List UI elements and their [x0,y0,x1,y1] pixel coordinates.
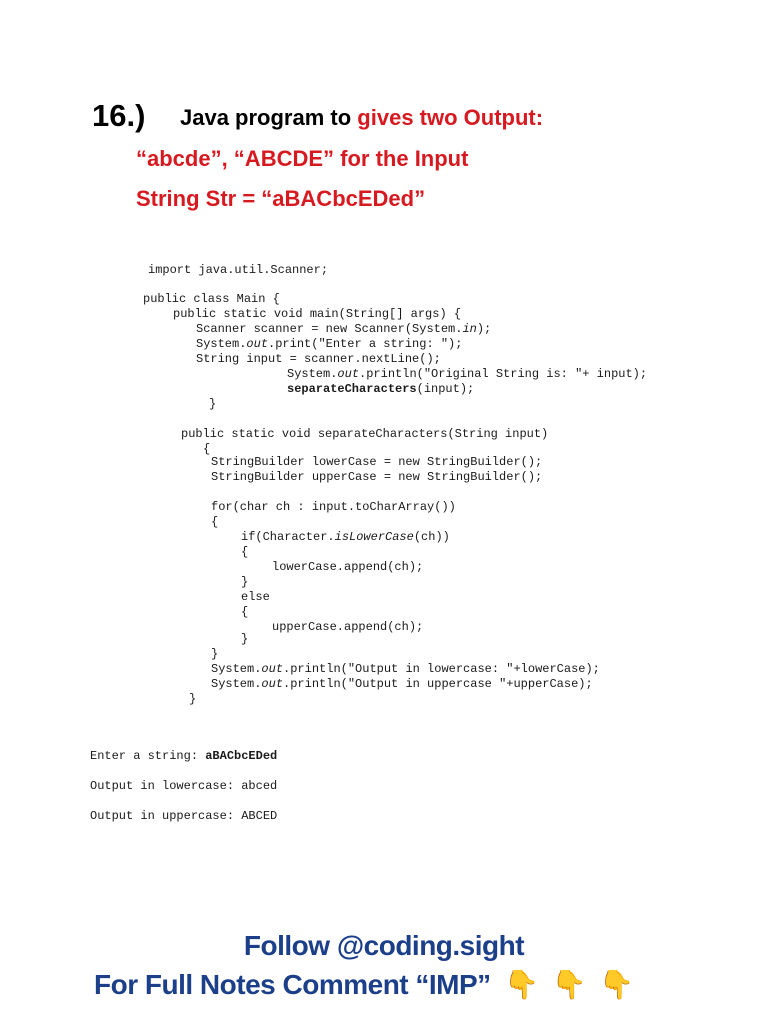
code-line: public static void separateCharacters(String input) [181,427,549,441]
code-token: ); [476,322,492,336]
code-line: } [241,632,249,646]
heading-line-3: String Str = “aBACbcEDed” [136,186,426,211]
code-token: .println("Original String is: "+ input); [359,367,648,381]
pointing-down-icon: 👇 [503,969,539,1000]
code-line: lowerCase.append(ch); [272,560,424,574]
heading-line-1 [180,105,543,131]
heading-line-2: “abcde”, “ABCDE” for the Input [136,146,469,171]
code-line: for(char ch : input.toCharArray()) [211,500,456,514]
code-line: } [209,397,217,411]
code-token: (input); [416,382,475,396]
output-lowercase-line: Output in lowercase: abced [90,779,278,793]
notes-cta-text: For Full Notes Comment “IMP” [94,969,491,1000]
output-prompt-label: Enter a string: [90,749,206,763]
code-token: .println("Output in uppercase "+upperCase); [283,677,593,691]
question-number: 16.) [92,98,146,133]
code-token: .print("Enter a string: "); [268,337,463,351]
code-token: System. [196,337,247,351]
heading-line-1-red: gives two Output: [357,105,544,130]
code-token: in [462,322,477,336]
output-uppercase-line: Output in uppercase: ABCED [90,809,278,823]
code-line: { [203,442,211,456]
code-line: { [241,605,249,619]
code-token: isLowerCase [334,530,414,544]
code-token: separateCharacters [287,382,417,396]
code-line [211,677,593,692]
code-token: out [261,662,284,676]
code-line [196,322,491,337]
code-token: System. [211,677,262,691]
notes-cta [94,968,634,1001]
code-token: out [337,367,360,381]
pointing-down-icon: 👇 [599,969,634,1000]
code-line: } [211,647,219,661]
code-line: } [189,692,197,706]
heading-line-1-black: Java program to [180,105,352,130]
output-prompt-value: aBACbcEDed [205,749,278,763]
code-line: String input = scanner.nextLine(); [196,352,441,366]
code-line [211,662,600,677]
code-line: else [241,590,270,604]
code-line: { [241,545,249,559]
output-prompt-line [90,749,277,763]
code-line [196,337,462,352]
code-token: (ch)) [413,530,450,544]
code-token: System. [287,367,338,381]
code-line: StringBuilder lowerCase = new StringBuilder(); [211,455,543,469]
code-line: } [241,575,249,589]
code-line [287,382,474,397]
code-token: out [246,337,269,351]
code-token: System. [211,662,262,676]
code-line: upperCase.append(ch); [272,620,424,634]
code-line: StringBuilder upperCase = new StringBuilder(); [211,470,543,484]
code-token: .println("Output in lowercase: "+lowerCase); [283,662,600,676]
code-line: { [211,515,219,529]
code-token: Scanner scanner = new Scanner(System. [196,322,463,336]
follow-handle: Follow @coding.sight [243,930,525,961]
code-token: out [261,677,284,691]
code-line [241,530,450,545]
code-line: public class Main { [143,292,280,306]
code-line: import java.util.Scanner; [148,263,329,277]
code-line [287,367,647,382]
code-line: public static void main(String[] args) { [173,307,462,321]
code-token: if(Character. [241,530,335,544]
pointing-down-icon: 👇 [551,969,586,1000]
